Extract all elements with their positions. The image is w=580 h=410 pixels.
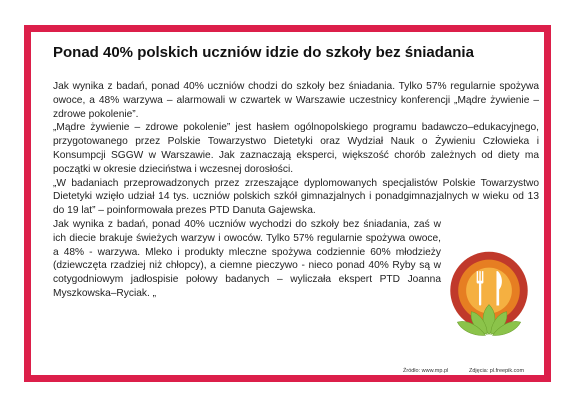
photo-credit: Zdjęcia: pl.freepik.com	[469, 368, 525, 374]
paragraph-2: „Mądre żywienie – zdrowe pokolenie” jest hasłem ogólnopolskiego programu badawczo–edukacyjnego, przygotowanego przez Polskie Towarzystwo Dietetyki oraz Wydział Nauk o Żywieniu Człowieka i Konsumpcji SGGW w Warszawie. Jak zaznaczają eksperci, większość chorób zależnych od diety ma początki w okresie dzieciństwa i wczesnej dorosłości.	[53, 122, 539, 175]
source-credit: Źródło: www.mp.pl	[403, 368, 449, 374]
healthy-plate-illustration	[445, 250, 533, 338]
paragraph-1: Jak wynika z badań, ponad 40% uczniów chodzi do szkoły bez śniadania. Tylko 57% regularnie spożywa owoce, a 48% warzywa – alarmowali w czwartek w Warszawie uczestnicy konferencji „Mądre żywienie – zdrowe pokolenie”.	[53, 81, 539, 120]
paragraph-3: „W badaniach przeprowadzonych przez zrzeszające dyplomowanych specjalistów Polskie Towarzystwo Dietetyki wzięło udział 14 tys. uczniów polskich szkół gimnazjalnych i ponadgimnazjalnych w wieku od 13 do 19 lat” – poinformowała prezes PTD Danuta Gajewska.	[53, 177, 539, 217]
article-title: Ponad 40% polskich uczniów idzie do szkoły bez śniadania	[53, 44, 474, 61]
article-card	[24, 25, 551, 382]
paragraph-4: Jak wynika z badań, ponad 40% uczniów wychodzi do szkoły bez śniadania, zaś w ich diecie brakuje świeżych warzyw i owoców. Tylko 57% regularnie spożywa owoce, a 48% - warzywa. Mleko i produkty mleczne spożywa codziennie 60% młodzieży (dziewczęta rzadziej niż chłopcy), a ciemne pieczywo - nieco ponad 40% Ryby są w cotygodniowym jadłospisie połowy badanych – wyliczała ekspert PTD Joanna Myszkowska–Ryciak. „	[53, 218, 441, 299]
